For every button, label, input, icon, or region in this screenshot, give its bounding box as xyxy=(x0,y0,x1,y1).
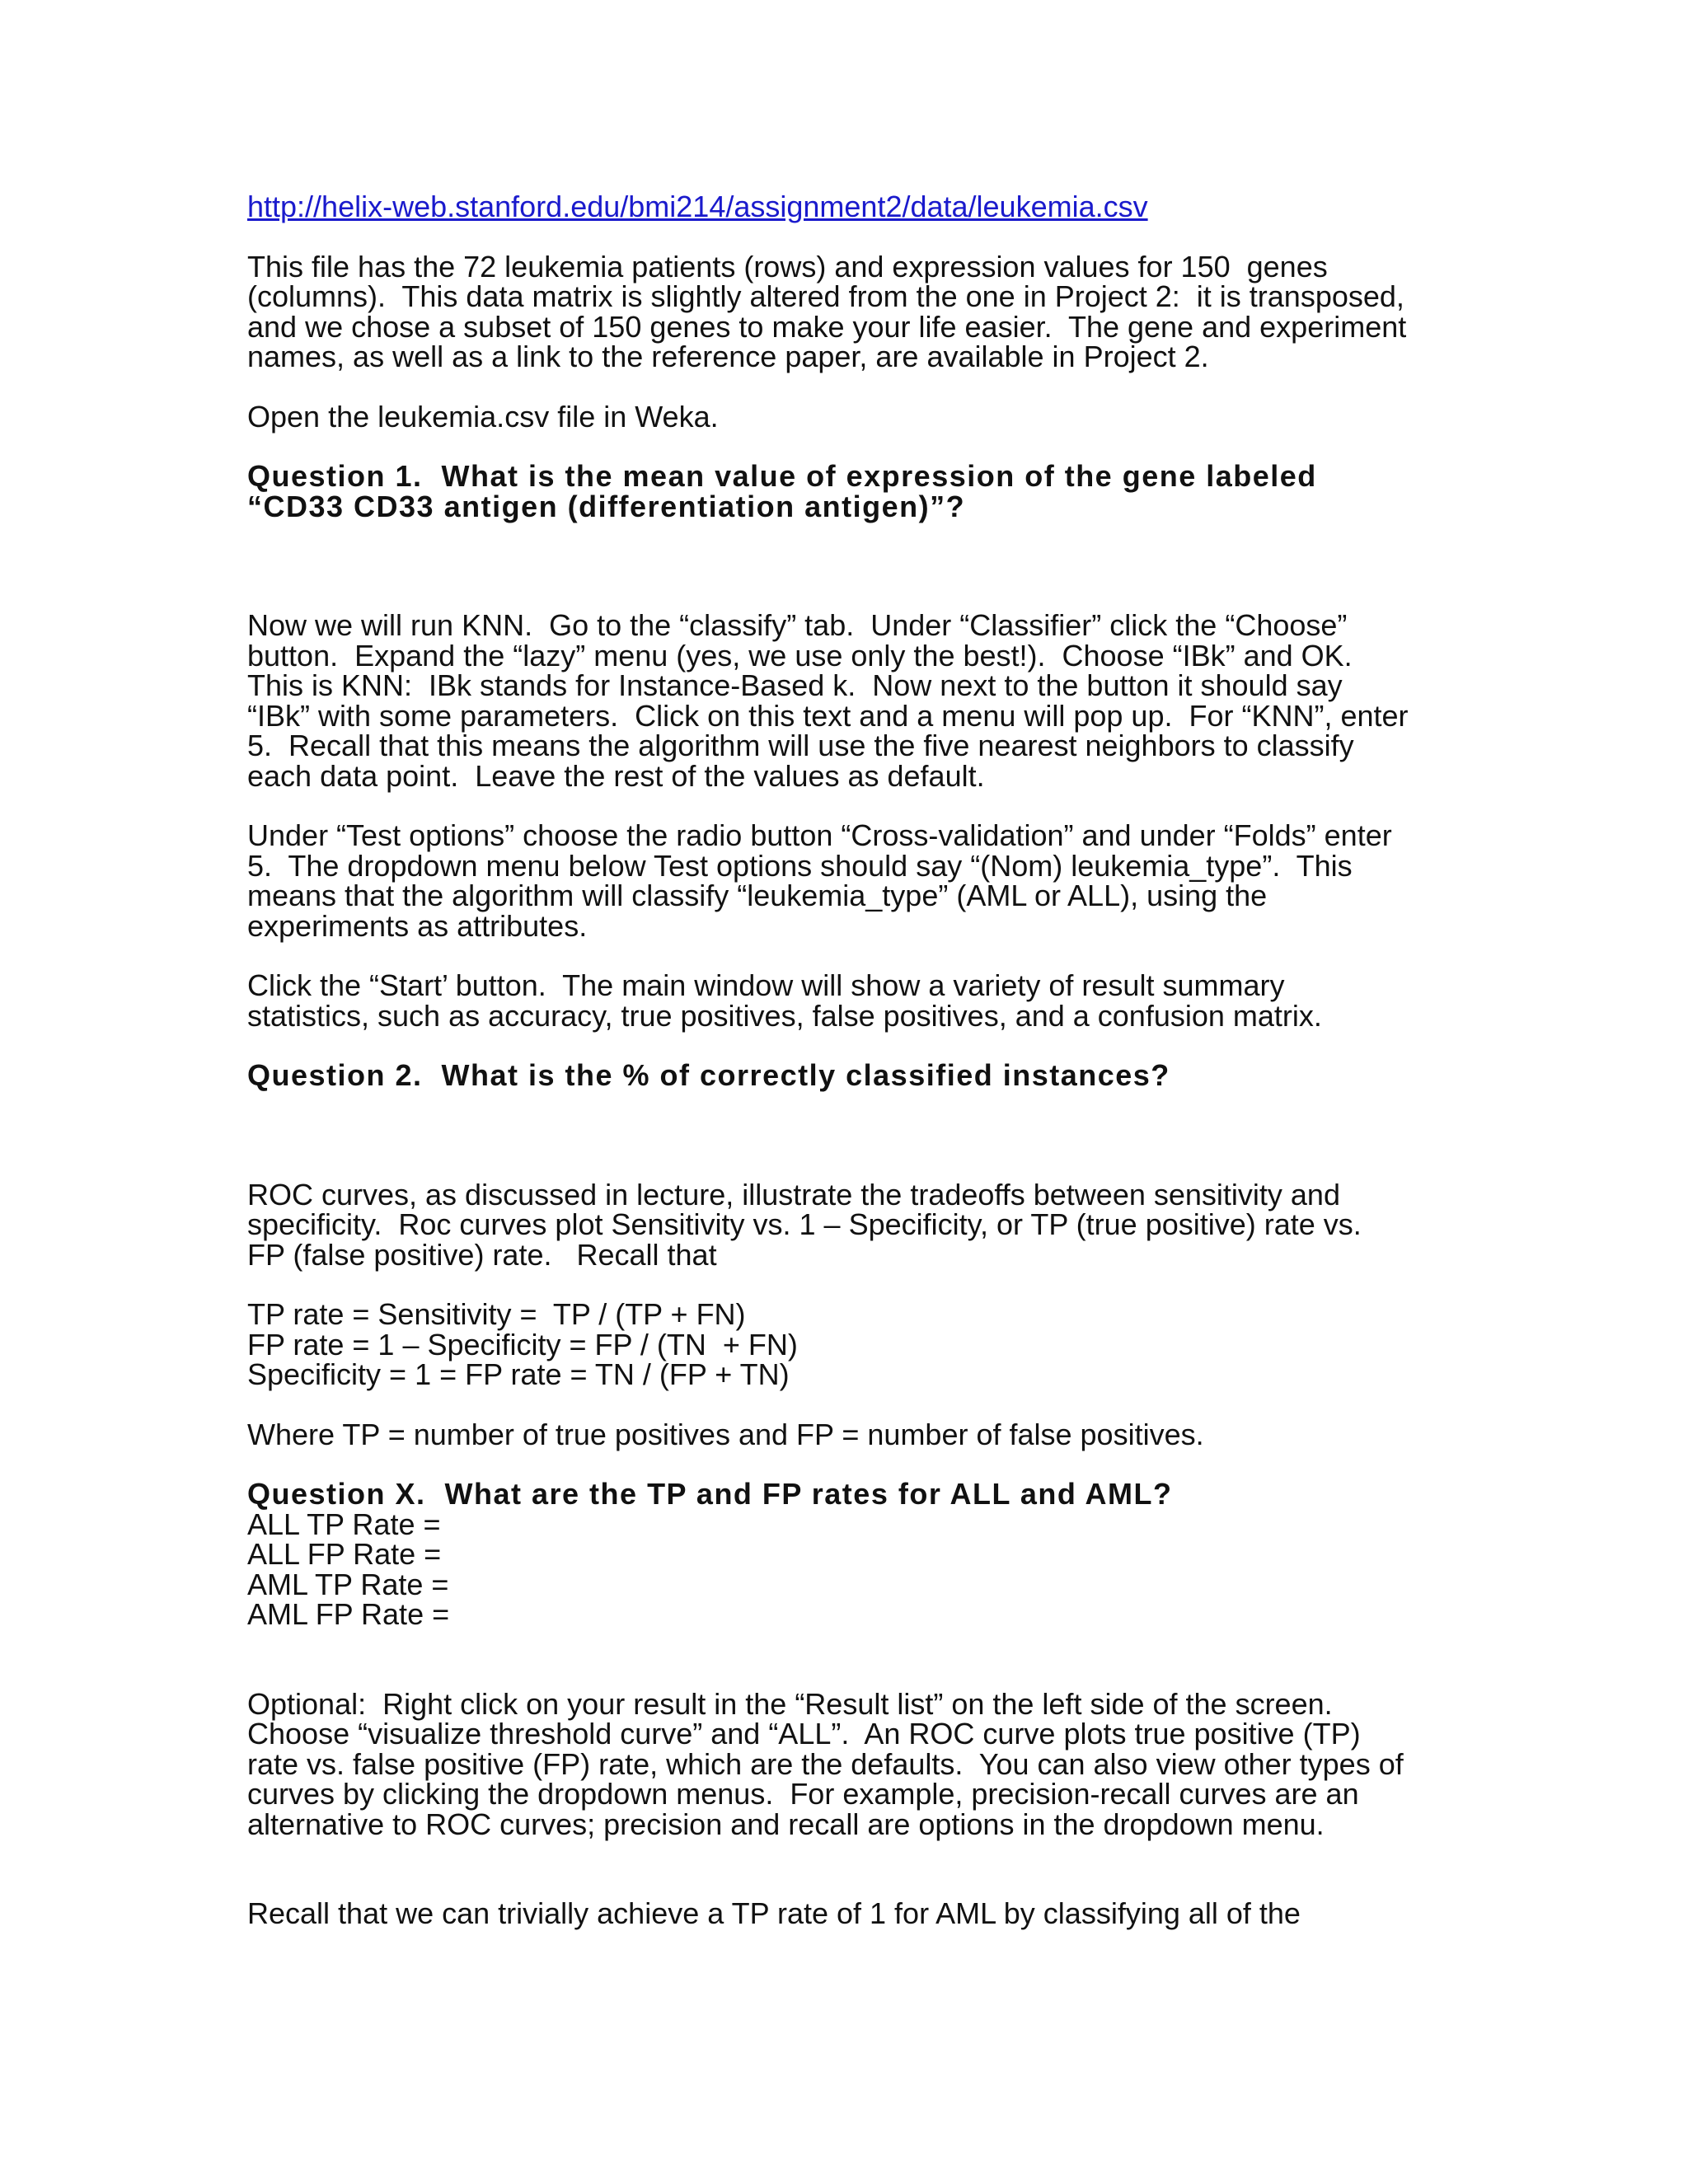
knn-instructions-paragraph xyxy=(247,608,1451,793)
text-line: alternative to ROC curves; precision and recall are options in the dropdown menu. xyxy=(247,1807,1325,1841)
recall-paragraph xyxy=(247,1896,1451,1930)
formula-line: TP rate = Sensitivity = TP / (TP + FN) xyxy=(247,1297,746,1331)
question-1 xyxy=(247,459,1451,523)
open-file-paragraph xyxy=(247,399,1451,434)
text-line: button. Expand the “lazy” menu (yes, we use only the best!). Choose “IBk” and OK. xyxy=(247,638,1353,673)
text-line: This file has the 72 leukemia patients (rows) and expression values for 150 genes xyxy=(247,249,1328,284)
document-page xyxy=(247,192,1451,1929)
text-line: Click the “Start’ button. The main window will show a variety of result summary xyxy=(247,968,1285,1002)
formula-line: FP rate = 1 – Specificity = FP / (TN + FN) xyxy=(247,1327,798,1361)
text-line: each data point. Leave the rest of the values as default. xyxy=(247,758,985,793)
text-line: This is KNN: IBk stands for Instance-Based k. Now next to the button it should say xyxy=(247,668,1343,702)
text-line: (columns). This data matrix is slightly altered from the one in Project 2: it is transposed, xyxy=(247,279,1404,313)
text-line: 5. Recall that this means the algorithm will use the five nearest neighbors to classify xyxy=(247,729,1354,762)
test-options-paragraph xyxy=(247,818,1451,943)
text-line: names, as well as a link to the reference paper, are available in Project 2. xyxy=(247,340,1209,373)
text-line: experiments as attributes. xyxy=(247,908,588,943)
rate-line: AML TP Rate = xyxy=(247,1567,449,1601)
text-line: FP (false positive) rate. Recall that xyxy=(247,1237,717,1272)
text-line: Question 2. What is the % of correctly classified instances? xyxy=(247,1058,1170,1092)
text-line: Under “Test options” choose the radio button “Cross-validation” and under “Folds” enter xyxy=(247,818,1392,852)
text-line: means that the algorithm will classify “leukemia_type” (AML or ALL), using the xyxy=(247,879,1268,912)
text-line: Choose “visualize threshold curve” and “ALL”. An ROC curve plots true positive (TP) xyxy=(247,1717,1361,1750)
text-line: and we chose a subset of 150 genes to make your life easier. The gene and experiment xyxy=(247,309,1407,344)
text-line: Now we will run KNN. Go to the “classify” tab. Under “Classifier” click the “Choose” xyxy=(247,608,1348,642)
text-line: 5. The dropdown menu below Test options should say “(Nom) leukemia_type”. This xyxy=(247,848,1353,883)
roc-paragraph xyxy=(247,1177,1451,1272)
text-line: “CD33 CD33 antigen (differentiation antigen)”? xyxy=(247,489,966,523)
text-line: statistics, such as accuracy, true positives, false positives, and a confusion matrix. xyxy=(247,998,1322,1033)
text-line: ROC curves, as discussed in lecture, illustrate the tradeoffs between sensitivity and xyxy=(247,1177,1340,1212)
formulas-block xyxy=(247,1297,1451,1391)
text-line: specificity. Roc curves plot Sensitivity vs. 1 – Specificity, or TP (true positive) rate vs. xyxy=(247,1207,1362,1241)
file-description-paragraph xyxy=(247,249,1451,373)
text-line: “IBk” with some parameters. Click on this text and a menu will pop up. For “KNN”, enter xyxy=(247,698,1409,733)
text-line: Recall that we can trivially achieve a TP rate of 1 for AML by classifying all of the xyxy=(247,1896,1301,1930)
rate-line: ALL TP Rate = xyxy=(247,1507,441,1541)
text-line: rate vs. false positive (FP) rate, which are the defaults. You can also view other types of xyxy=(247,1746,1404,1781)
question-2 xyxy=(247,1058,1451,1092)
dataset-link[interactable]: http://helix-web.stanford.edu/bmi214/assignment2/data/leukemia.csv xyxy=(247,190,1148,223)
start-button-paragraph xyxy=(247,968,1451,1033)
text-line: Question 1. What is the mean value of expression of the gene labeled xyxy=(247,459,1317,493)
text-line: Open the leukemia.csv file in Weka. xyxy=(247,399,719,434)
formula-line: Specificity = 1 = FP rate = TN / (FP + TN) xyxy=(247,1357,790,1391)
text-line: Question X. What are the TP and FP rates for ALL and AML? xyxy=(247,1477,1173,1511)
where-paragraph xyxy=(247,1417,1451,1451)
text-line: Optional: Right click on your result in the “Result list” on the left side of the screen. xyxy=(247,1686,1333,1721)
text-line: curves by clicking the dropdown menus. For example, precision-recall curves are an xyxy=(247,1777,1359,1811)
optional-paragraph xyxy=(247,1686,1451,1841)
rate-line: ALL FP Rate = xyxy=(247,1537,442,1571)
text-line: Where TP = number of true positives and FP = number of false positives. xyxy=(247,1417,1204,1451)
rate-line: AML FP Rate = xyxy=(247,1597,450,1631)
question-x xyxy=(247,1479,1451,1510)
rates-answer-block xyxy=(247,1507,1451,1631)
